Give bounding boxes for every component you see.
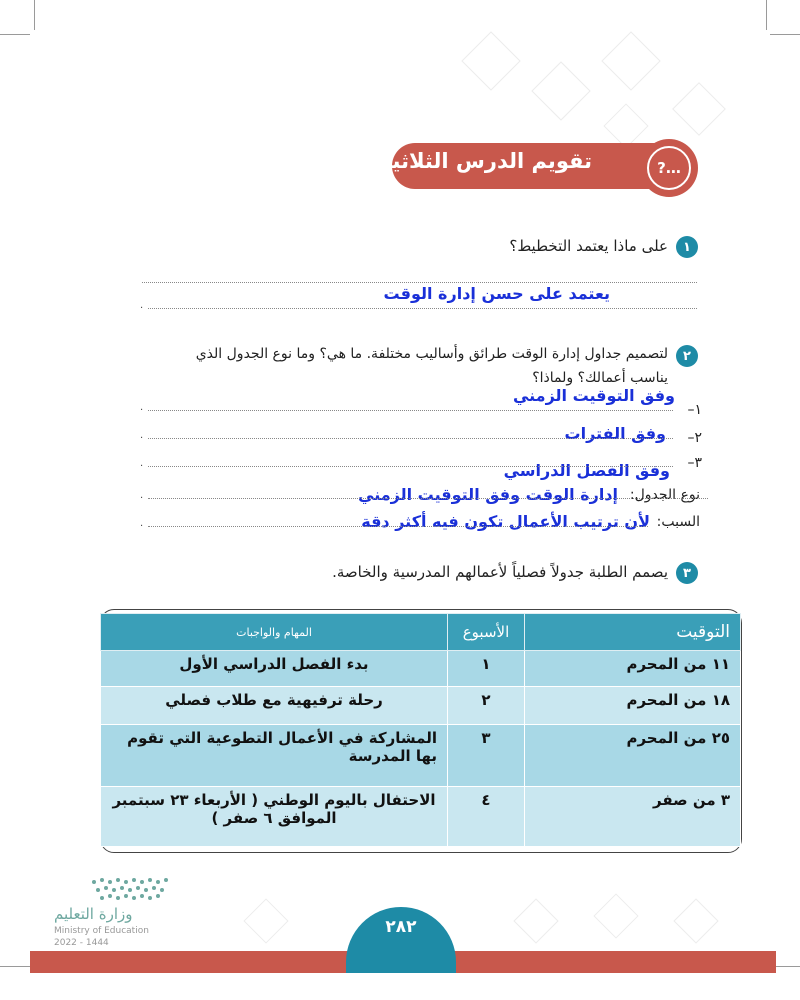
item-label-1: ١– [687, 402, 702, 418]
decorative-diamond [531, 61, 590, 120]
line-end-dot: . [140, 458, 144, 469]
schedule-table [100, 613, 741, 847]
answer-2-item-2: وفق الفترات [564, 424, 666, 443]
question-number-3: ٣ [676, 562, 698, 584]
decorative-diamond [672, 82, 726, 136]
reason-label: السبب: [656, 514, 700, 530]
line-end-dot: . [140, 300, 144, 311]
cell-task: الاحتفال باليوم الوطني ( الأربعاء ٢٣ سبتمبر الموافق ٦ صفر ) [101, 787, 448, 847]
item-label-3: ٣– [687, 455, 702, 471]
line-end-dot: . [140, 490, 144, 501]
decorative-diamond [603, 103, 648, 148]
table-type-answer: إدارة الوقت وفق التوقيت الزمني [358, 485, 618, 504]
cell-time: ١١ من المحرم [525, 651, 741, 687]
item-label-2: ٢– [687, 430, 702, 446]
line-end-dot: . [140, 430, 144, 441]
line-end-dot: . [140, 518, 144, 529]
answer-line [148, 308, 697, 309]
decorative-diamond [243, 898, 288, 943]
question-2-line-2: يناسب أعمالك؟ ولماذا؟ [532, 370, 668, 386]
ministry-year: 2022 - 1444 [54, 938, 109, 948]
table-row [101, 687, 741, 725]
answer-line [148, 526, 648, 527]
header-tasks: المهام والواجبات [101, 614, 448, 651]
cell-task: المشاركة في الأعمال التطوعية التي تقوم بها المدرسة [101, 725, 448, 787]
header-time: التوقيت [525, 614, 741, 651]
cell-task: بدء الفصل الدراسي الأول [101, 651, 448, 687]
crop-mark [766, 0, 767, 30]
crop-mark [0, 966, 30, 967]
question-mark-icon: ?… [647, 146, 691, 190]
question-2-line-1: لتصميم جداول إدارة الوقت طرائق وأساليب مختلفة. ما هي؟ وما نوع الجدول الذي [195, 346, 668, 362]
cell-time: ٢٥ من المحرم [525, 725, 741, 787]
crop-mark [34, 0, 35, 30]
page-number: ٢٨٢ [385, 917, 417, 937]
cell-time: ١٨ من المحرم [525, 687, 741, 725]
decorative-diamond [461, 31, 520, 90]
decorative-diamond [513, 898, 558, 943]
decorative-diamond [673, 898, 718, 943]
crop-mark [0, 34, 30, 35]
question-number-1: ١ [676, 236, 698, 258]
answer-line [148, 466, 673, 467]
table-header-row [101, 614, 741, 651]
question-3-text: يصمم الطلبة جدولاً فصلياً لأعمالهم المدرسية والخاصة. [332, 563, 668, 581]
answer-line [148, 410, 673, 411]
ministry-name-english: Ministry of Education [54, 926, 149, 936]
answer-line [142, 282, 697, 283]
answer-1: يعتمد على حسن إدارة الوقت [383, 284, 610, 303]
lesson-title: تقويم الدرس الثلاثين [373, 149, 592, 173]
ministry-logo-icon [90, 876, 170, 906]
header-week: الأسبوع [448, 614, 525, 651]
question-1-text: على ماذا يعتمد التخطيط؟ [509, 237, 668, 255]
line-end-dot: . [140, 402, 144, 413]
decorative-diamond [593, 893, 638, 938]
cell-time: ٣ من صفر [525, 787, 741, 847]
reason-answer: لأن ترتيب الأعمال تكون فيه أكثر دقة [361, 512, 650, 531]
answer-2-item-3: وفق الفصل الدراسي [503, 461, 670, 480]
question-bubble-icon [640, 139, 698, 197]
table-row [101, 787, 741, 847]
table-type-label: نوع الجدول: [629, 487, 700, 503]
question-number-2: ٢ [676, 345, 698, 367]
answer-2-item-1: وفق التوقيت الزمني [512, 386, 675, 405]
answer-line [148, 438, 673, 439]
cell-week: ٣ [448, 725, 525, 787]
answer-line [148, 498, 708, 499]
table-row [101, 651, 741, 687]
cell-week: ٤ [448, 787, 525, 847]
cell-task: رحلة ترفيهية مع طلاب فصلي [101, 687, 448, 725]
cell-week: ٢ [448, 687, 525, 725]
ministry-name-arabic: وزارة التعليم [54, 905, 133, 923]
crop-mark [770, 34, 800, 35]
table-row [101, 725, 741, 787]
decorative-diamond [601, 31, 660, 90]
cell-week: ١ [448, 651, 525, 687]
